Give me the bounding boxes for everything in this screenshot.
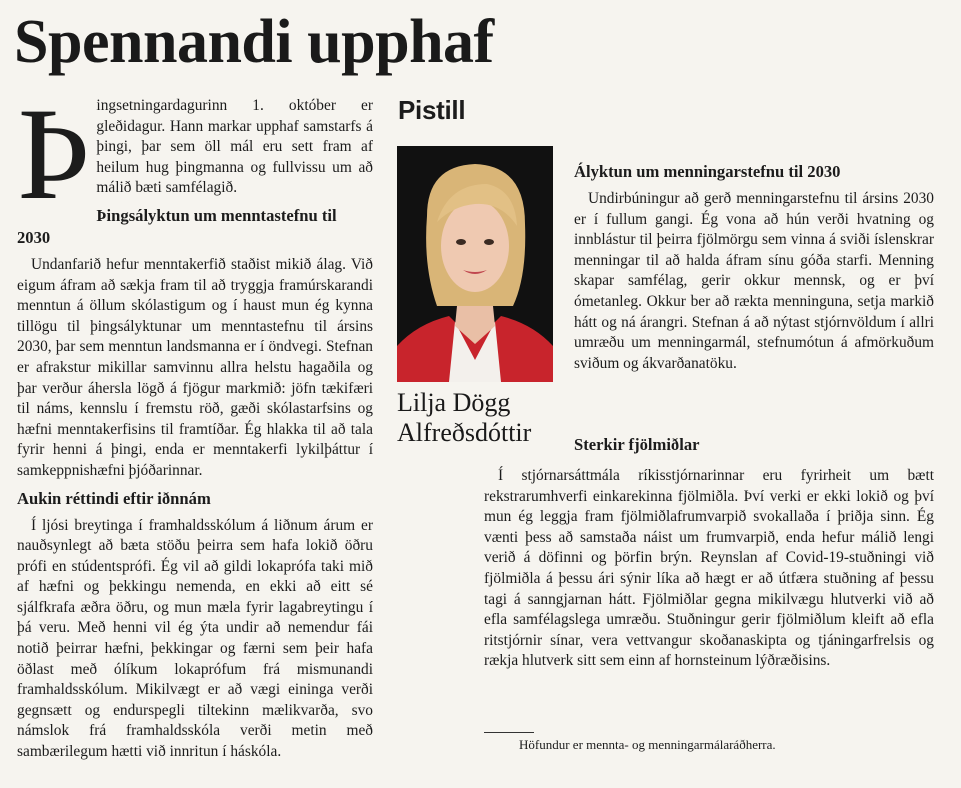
section-paragraph-fjolmidlar: Í stjórnarsáttmála ríkisstjórnarinnar eru fyrirheit um bætt rekstrarumhverfi einkarekinna fjölmiðla. Því verki er ekki lokið og því mun ég leggja fram fjölmiðlafrumvarpið svokallaða í þriðja sinn. Ég vænti þess að samstaða náist um frumvarpið, enda hefur málið lengi verið á döfinni og þörfin brýn. Reynslan af Covid-19-stuðningi við fjölmiðla á þessu ári sýnir líka að hægt er að útfæra stuðning af þessu tagi á sanngjarnan hátt. Fjölmiðlar gegna mikilvægu hlutverki við að efla samfélagslega umræðu. Stuðningur gerir fjölmiðlum kleift að efla ritstjórnir sínar, vera vettvangur skoðanaskipta og tjáningarfrelsis og rækja hlutverk sitt sem einn af hornsteinum lýðræðisins. [484,467,934,670]
author-last-name: Alfreðsdóttir [397,418,532,447]
author-name [397,388,531,448]
section-heading-idnnam: Aukin réttindi eftir iðnnám [17,488,211,508]
headline: Spennandi upphaf [14,8,494,76]
section-heading-menntastefna: Þingsályktun um menntastefnu til 2030 [17,205,337,247]
author-footnote: Höfundur er mennta- og menningarmálaráðherra. [519,737,776,752]
portrait-photo-icon [397,146,553,382]
category-label: Pistill [398,95,466,125]
author-portrait [397,146,553,382]
section-paragraph-idnnam: Í ljósi breytinga í framhaldsskólum á liðnum árum er nauðsynlegt að bæta stöðu þeirra sem hafa lokið öðru prófi en stúdentsprófi. Ég vil að gildi lokaprófa taki mið af hæfni og þekkingu nemenda, en ekki að eitt sé sjálfkrafa æðra öðru, og mun mæla fyrir lagabreytingu í þá veru. Með henni vil ég ýta undir að nemendur fái notið þeirrar hæfni, þekkingar og færni sem þeir hafa öðlast með ólíkum lokaprófum frá mismunandi framhaldsskólum. Mikilvægt er að vægi eininga verði gegnsætt og endurspegli tiltekinn mælikvarða, svo námslok frá framhaldsskóla verði metin með sambærilegum hætti við innritun í háskóla. [17,516,373,761]
author-first-name: Lilja Dögg [397,388,511,417]
column-right [574,99,934,378]
intro-text: ingsetningardagurinn 1. október er gleðidagur. Hann markar upphaf samstarfs á þingi, þar sem öll mál eru sett fram af heilum hug þingmanna og fullvissu um að málið bæti samfélagið. [96,97,373,197]
section-heading-menningarstefna: Ályktun um menningarstefnu til 2030 [574,162,841,181]
column-left [17,80,373,767]
section-heading-fjolmidlar: Sterkir fjölmiðlar [574,435,700,454]
footnote-rule [484,732,534,733]
section-paragraph-menningarstefna: Undirbúningur að gerð menningarstefnu til ársins 2030 er í fullum gangi. Ég vona að hún verði hvatning og innblástur til þeirra fjölmörgu sem vinna á sviði íslenskrar menningar til að halda áfram sínu góða starfi. Menning skapar samfélag, gerir okkur mennsk, og er því ómetanleg. Okkur ber að rækta menninguna, setja markið hátt og ná árangri. Stefnan á að nýtast stjórnvöldum í allri umræðu um menningarmál, stefnumótun á afmörkuðum sviðum og ákvarðanatöku. [574,190,934,372]
section-paragraph-menntastefna: Undanfarið hefur menntakerfið staðist mikið álag. Við eigum áfram að sækja fram til að tryggja framúrskarandi menntun á öllum skólastigum og í haust mun ég kynna tillögu til þingsályktunar um menntastefnu til ársins 2030, þar sem menntun landsmanna er í öndvegi. Stefnan er afrakstur mikillar samvinnu allra helstu hagaðila og þar verður áhersla lögð á fjögur markmið: jöfn tækifæri til náms, kennslu í fremstu röð, gæði skólastarfsins og hæfni menntakerfisins til framtíðar. Ég hlakka til að tala fyrir henni á þingi, enda er menntakerfi lykilþáttur í samkeppnishæfni þjóðarinnar. [17,255,373,479]
drop-cap: Þ [17,80,91,227]
column-bottom-right [484,435,934,676]
